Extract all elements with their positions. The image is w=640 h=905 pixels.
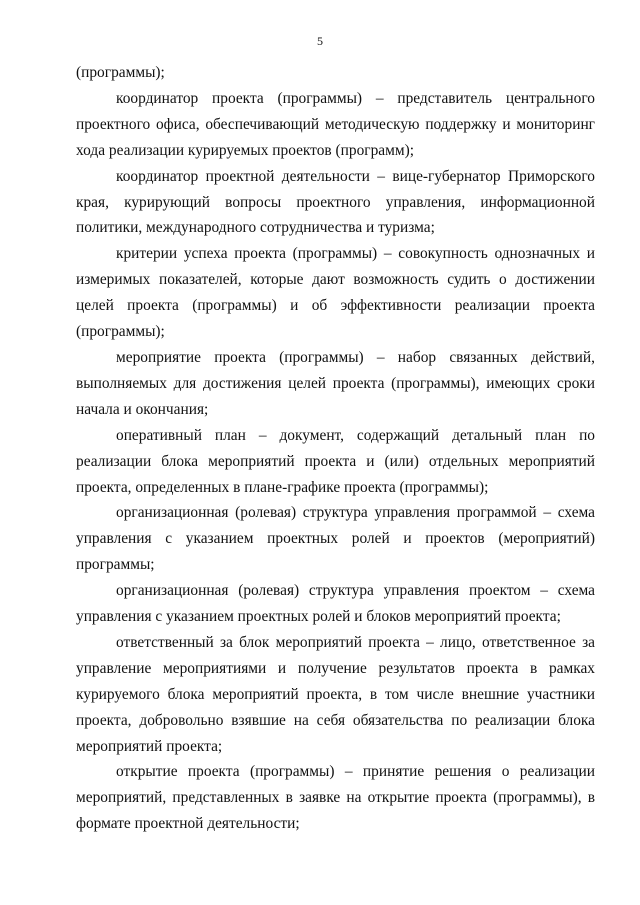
paragraph: мероприятие проекта (программы) – набор связанных действий, выполняемых для достижения целей проекта (программы), имеющих сроки начала и окончания; <box>76 348 595 418</box>
paragraph: критерии успеха проекта (программы) – совокупность однозначных и измеримых показателей, которые дают возможность судить о достижении целей проекта (программы) и об эффективности реализации проекта (программы); <box>76 245 595 341</box>
paragraph: организационная (ролевая) структура управления проектом – схема управления с указанием проектных ролей и блоков мероприятий проекта; <box>76 582 595 626</box>
page-number: 5 <box>317 34 323 48</box>
paragraph: оперативный план – документ, содержащий детальный план по реализации блока мероприятий проекта и (или) отдельных мероприятий проекта, определенных в плане-графике проекта (программы); <box>76 426 595 496</box>
body-text <box>76 60 595 837</box>
paragraph: организационная (ролевая) структура управления программой – схема управления с указанием проектных ролей и проектов (мероприятий) программы; <box>76 504 595 574</box>
paragraph: координатор проектной деятельности – вице-губернатор Приморского края, курирующий вопросы проектного управления, информационной политики, международного сотрудничества и туризма; <box>76 167 595 237</box>
paragraph: (программы); <box>76 64 165 81</box>
paragraph: открытие проекта (программы) – принятие решения о реализации мероприятий, представленных в заявке на открытие проекта (программы), в формате проектной деятельности; <box>76 763 595 833</box>
paragraph: ответственный за блок мероприятий проекта – лицо, ответственное за управление мероприятиями и получение результатов проекта в рамках курируемого блока мероприятий проекта, в том числе внешние участники проекта, добровольно взявшие на себя обязательства по реализации блока мероприятий проекта; <box>76 633 595 755</box>
paragraph: координатор проекта (программы) – представитель центрального проектного офиса, обеспечивающий методическую поддержку и мониторинг хода реализации курируемых проектов (программ); <box>76 89 595 159</box>
